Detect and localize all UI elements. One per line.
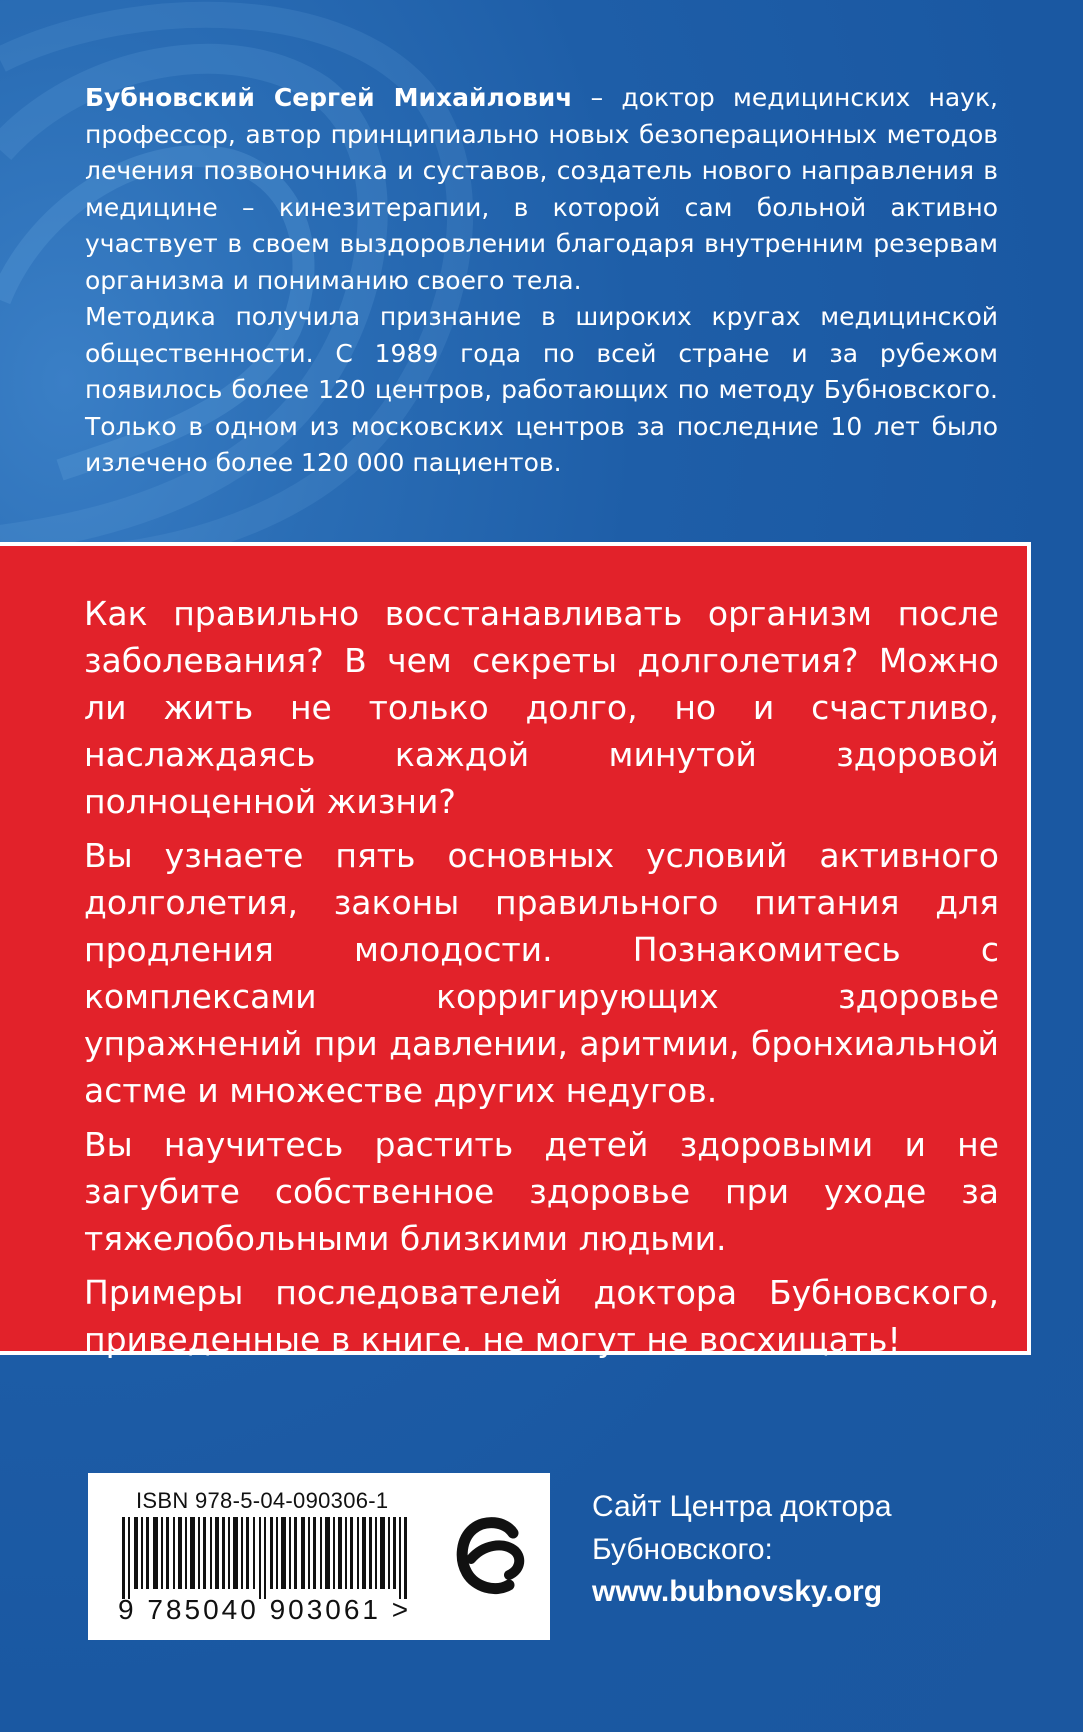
blurb-paragraph-4: Примеры последователей доктора Бубновского, приведенные в книге, не могут не восхищать! (84, 1273, 999, 1359)
isbn-number: ISBN 978-5-04-090306-1 (136, 1488, 389, 1513)
blurb-paragraph-2: Вы узнаете пять основных условий активного долголетия, законы правильного питания для продления молодости. Познакомитесь с комплексами корригирующих здоровье упражнений при давлении, аритмии, бронхиальной астме и множестве других недугов. (84, 836, 999, 1110)
barcode-icon (122, 1517, 422, 1599)
barcode-digits: 9 785040 903061 > (118, 1594, 412, 1625)
author-bio-intro: – доктор медицинских наук, профессор, автор принципиально новых безоперационных методов лечения позвоночника и суставов, создатель нового направления в медицине – кинезитерапии, в которой сам больной активно участвует в своем выздоровлении благодаря внутренним резервам организма и пониманию своего тела. (85, 83, 998, 295)
eksmo-e-logo-icon (453, 1515, 533, 1601)
blurb-paragraph-1: Как правильно восстанавливать организм после заболевания? В чем секреты долголетия? Можно ли жить не только долго, но и счастливо, наслаждаясь каждой минутой здоровой полноценной жизни? (84, 594, 999, 821)
author-method-recognition: Методика получила признание в широких кругах медицинской общественности. С 1989 года по всей стране и за рубежом появилось более 120 центров, работающих по методу Бубновского. Только в одном из московских центров за последние 10 лет было излечено более 120 000 пациентов. (85, 302, 998, 477)
author-bio (85, 80, 998, 482)
barcode-box (88, 1473, 550, 1640)
website-link[interactable]: www.bubnovsky.org (592, 1575, 883, 1608)
book-blurb (84, 590, 999, 1370)
author-name: Бубновский Сергей Михайлович (85, 83, 573, 112)
author-bio-paragraph (85, 80, 998, 299)
blurb-paragraph-3: Вы научитесь растить детей здоровыми и не загубите собственное здоровье при уходе за тяжелобольными близкими людьми. (84, 1125, 999, 1258)
website-label: Сайт Центра доктора Бубновского: (592, 1490, 892, 1566)
